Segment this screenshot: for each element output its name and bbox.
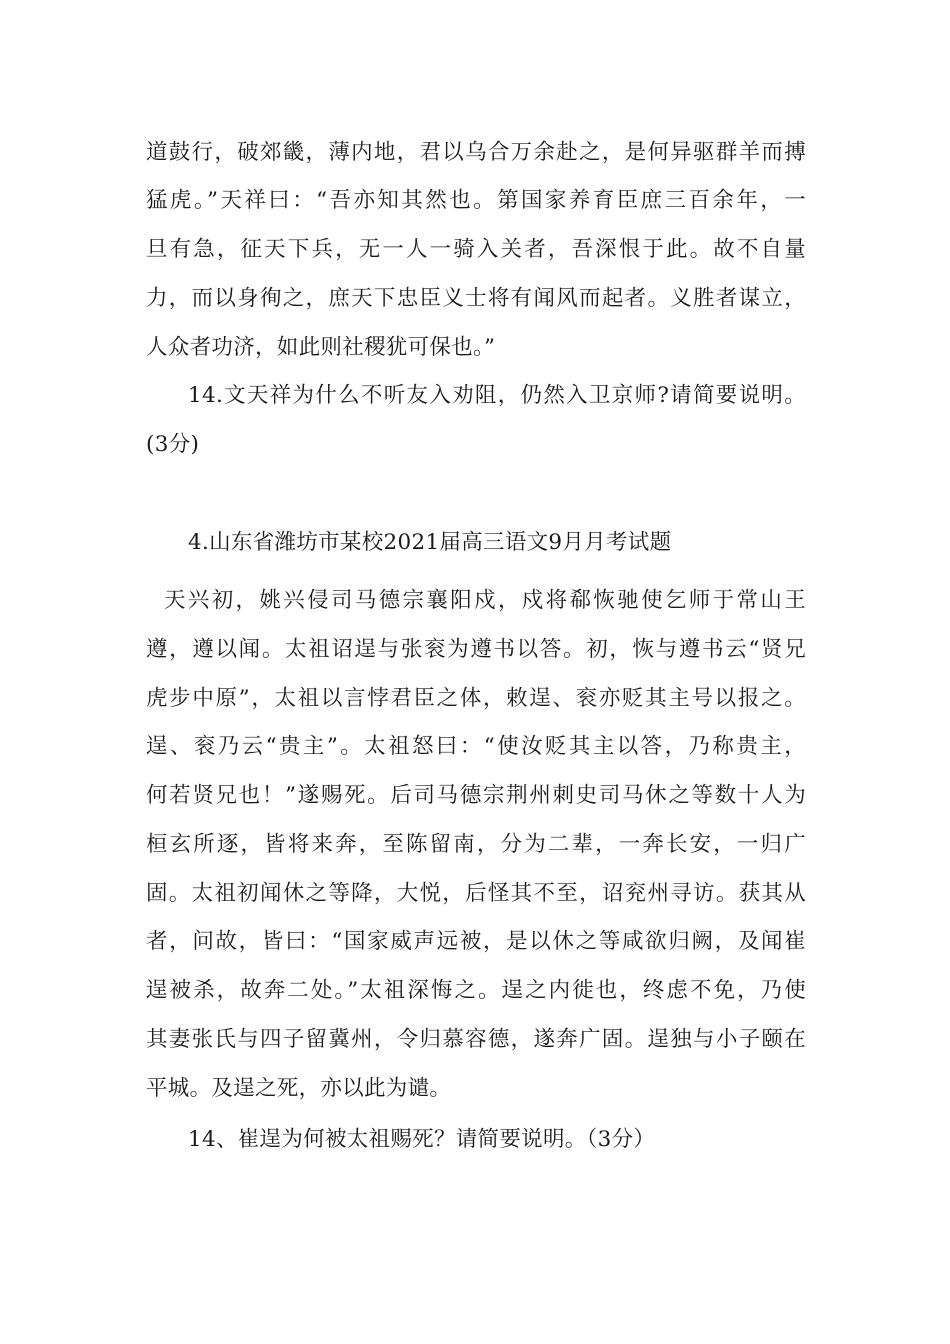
passage-2-line: 逞被杀，故奔二处。”太祖深悔之。逞之内徙也，终虑不免，乃使 [146,978,806,1003]
passage-2-line: 天兴初，姚兴侵司马德宗襄阳戍，戍将郗恢驰使乞师于常山王 [164,588,806,613]
passage-2-line: 其妻张氏与四子留冀州，令归慕容德，遂奔广固。逞独与小子颐在 [146,1027,806,1052]
passage-1-line: 道鼓行，破郊畿，薄内地，君以乌合万余赴之，是何异驱群羊而搏 [146,140,806,165]
passage-1-line: 猛虎。”天祥曰：“吾亦知其然也。第国家养育臣庶三百余年，一 [146,188,806,213]
passage-2-line: 逞、衮乃云“贵主”。太祖怒曰：“使汝贬其主以答，乃称贵主， [146,734,806,759]
section-heading: 4.山东省潍坊市某校2021届高三语文9月月考试题 [188,530,672,555]
passage-2-line: 者，问故，皆曰：“国家威声远被，是以休之等咸欲归阙，及闻崔 [146,929,806,954]
passage-2-line: 桓玄所逐，皆将来奔，至陈留南，分为二辈，一奔长安，一归广 [146,832,806,857]
passage-2-line: 何若贤兄也！”遂赐死。后司马德宗荆州刺史司马休之等数十人为 [146,783,806,808]
passage-1-line: 人众者功济，如此则社稷犹可保也。” [146,335,496,360]
passage-2-line: 平城。及逞之死，亦以此为谴。 [146,1076,452,1101]
passage-1-line: 旦有急，征天下兵，无一人一骑入关者，吾深恨于此。故不自量 [146,237,806,262]
question-text: 14.文天祥为什么不听友入劝阻，仍然入卫京师?请简要说明。 [188,383,806,408]
question-points: (3分) [146,432,200,457]
passage-1-line: 力，而以身徇之，庶天下忠臣义士将有闻风而起者。义胜者谋立， [146,286,806,311]
passage-2-line: 固。太祖初闻休之等降，大悦，后怪其不至，诏兖州寻访。获其从 [146,881,806,906]
question-14-second: 14、崔逞为何被太祖赐死？请简要说明。（3分） [188,1127,656,1152]
passage-2-line: 遵，遵以闻。太祖诏逞与张衮为遵书以答。初，恢与遵书云“贤兄 [146,637,806,662]
passage-2-line: 虎步中原”，太祖以言悖君臣之体，敕逞、衮亦贬其主号以报之。 [146,686,806,711]
